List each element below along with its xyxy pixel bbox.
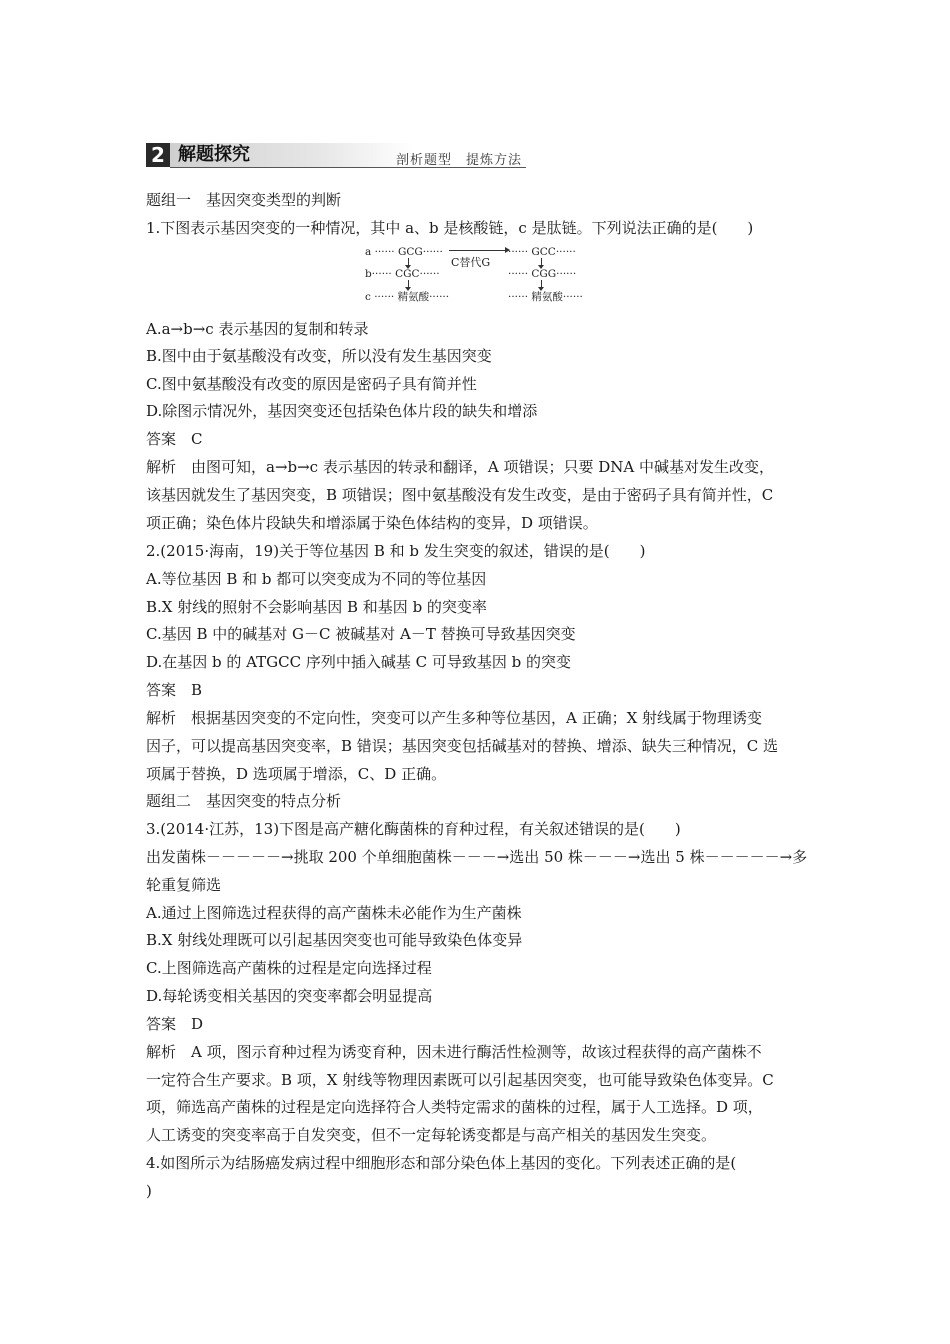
option-b: B.X 射线的照射不会影响基因 B 和基因 b 的突变率 <box>146 598 487 616</box>
question-stem: 3.(2014·江苏，13)下图是高产糖化酶菌株的育种过程，有关叙述错误的是( ) <box>146 820 681 838</box>
breeding-flow: 轮重复筛选 <box>146 876 222 894</box>
explanation-line: 解析 A 项，图示育种过程为诱变育种，因未进行酶活性检测等，故该过程获得的高产菌株不 <box>146 1043 762 1061</box>
right-arrow-icon <box>449 250 509 251</box>
down-arrow-icon <box>408 280 409 288</box>
question-stem: 4.如图所示为结肠癌发病过程中细胞形态和部分染色体上基因的变化。下列表述正确的是( <box>146 1154 737 1172</box>
down-arrow-icon <box>408 258 409 266</box>
option-d: D.在基因 b 的 ATGCC 序列中插入碱基 C 可导致基因 b 的突变 <box>146 653 572 671</box>
diagram-left-peptide-c: c ······ 精氨酸······ <box>365 291 450 303</box>
section-banner <box>146 141 526 169</box>
option-c: C.基因 B 中的碱基对 G－C 被碱基对 A－T 替换可导致基因突变 <box>146 625 576 643</box>
section-number: 2 <box>146 143 170 167</box>
explanation-line: 一定符合生产要求。B 项，X 射线等物理因素既可以引起基因突变，也可能导致染色体变异。C <box>146 1071 774 1089</box>
diagram-substitution-label: C替代G <box>451 256 491 269</box>
answer: 答案 B <box>146 681 203 699</box>
explanation-line: 该基因就发生了基因突变，B 项错误；图中氨基酸没有发生改变，是由于密码子具有简并性，C <box>146 486 774 504</box>
explanation-line: 解析 由图可知，a→b→c 表示基因的转录和翻译，A 项错误；只要 DNA 中碱基对发生改变， <box>146 458 774 476</box>
explanation-line: 因子，可以提高基因突变率，B 错误；基因突变包括碱基对的替换、增添、缺失三种情况，C 选 <box>146 737 779 755</box>
diagram-left-strand-b: b······ CGC······ <box>365 268 440 280</box>
question-stem: ) <box>146 1182 152 1200</box>
diagram-left-strand-a: a ······ GCG······ <box>365 246 443 258</box>
option-b: B.图中由于氨基酸没有改变，所以没有发生基因突变 <box>146 347 492 365</box>
option-d: D.每轮诱变相关基因的突变率都会明显提高 <box>146 987 433 1005</box>
option-c: C.上图筛选高产菌株的过程是定向选择过程 <box>146 959 432 977</box>
question-stem: 1.下图表示基因突变的一种情况，其中 a、b 是核酸链，c 是肽链。下列说法正确的是( ) <box>146 219 754 237</box>
mutation-diagram <box>365 246 595 310</box>
answer: 答案 D <box>146 1015 204 1033</box>
option-a: A.a→b→c 表示基因的复制和转录 <box>146 320 369 338</box>
option-c: C.图中氨基酸没有改变的原因是密码子具有简并性 <box>146 375 477 393</box>
answer: 答案 C <box>146 430 203 448</box>
group-heading: 题组二 基因突变的特点分析 <box>146 792 342 810</box>
down-arrow-icon <box>541 280 542 288</box>
explanation-line: 项属于替换，D 选项属于增添，C、D 正确。 <box>146 765 447 783</box>
down-arrow-icon <box>541 258 542 266</box>
option-b: B.X 射线处理既可以引起基因突变也可能导致染色体变异 <box>146 931 523 949</box>
breeding-flow: 出发菌株－－－－－→挑取 200 个单细胞菌株－－－→选出 50 株－－－→选出 5 株－－－－－→多 <box>146 848 808 866</box>
explanation-line: 人工诱变的突变率高于自发突变，但不一定每轮诱变都是与高产相关的基因发生突变。 <box>146 1126 717 1144</box>
diagram-right-peptide-c: ······ 精氨酸······ <box>508 291 583 303</box>
option-a: A.等位基因 B 和 b 都可以突变成为不同的等位基因 <box>146 570 487 588</box>
explanation-line: 项，筛选高产菌株的过程是定向选择符合人类特定需求的菌株的过程，属于人工选择。D 项， <box>146 1098 763 1116</box>
section-title: 解题探究 <box>178 144 250 165</box>
section-subtitle: 剖析题型 提炼方法 <box>396 153 523 168</box>
question-stem: 2.(2015·海南，19)关于等位基因 B 和 b 发生突变的叙述，错误的是( ) <box>146 542 646 560</box>
diagram-right-strand-b: ······ CGG······ <box>508 268 577 280</box>
diagram-right-strand-a: ······ GCC······ <box>508 246 576 258</box>
option-d: D.除图示情况外，基因突变还包括染色体片段的缺失和增添 <box>146 402 538 420</box>
group-heading: 题组一 基因突变类型的判断 <box>146 191 342 209</box>
explanation-line: 解析 根据基因突变的不定向性，突变可以产生多种等位基因，A 正确；X 射线属于物理诱变 <box>146 709 763 727</box>
option-a: A.通过上图筛选过程获得的高产菌株未必能作为生产菌株 <box>146 904 522 922</box>
explanation-line: 项正确；染色体片段缺失和增添属于染色体结构的变异，D 项错误。 <box>146 514 598 532</box>
